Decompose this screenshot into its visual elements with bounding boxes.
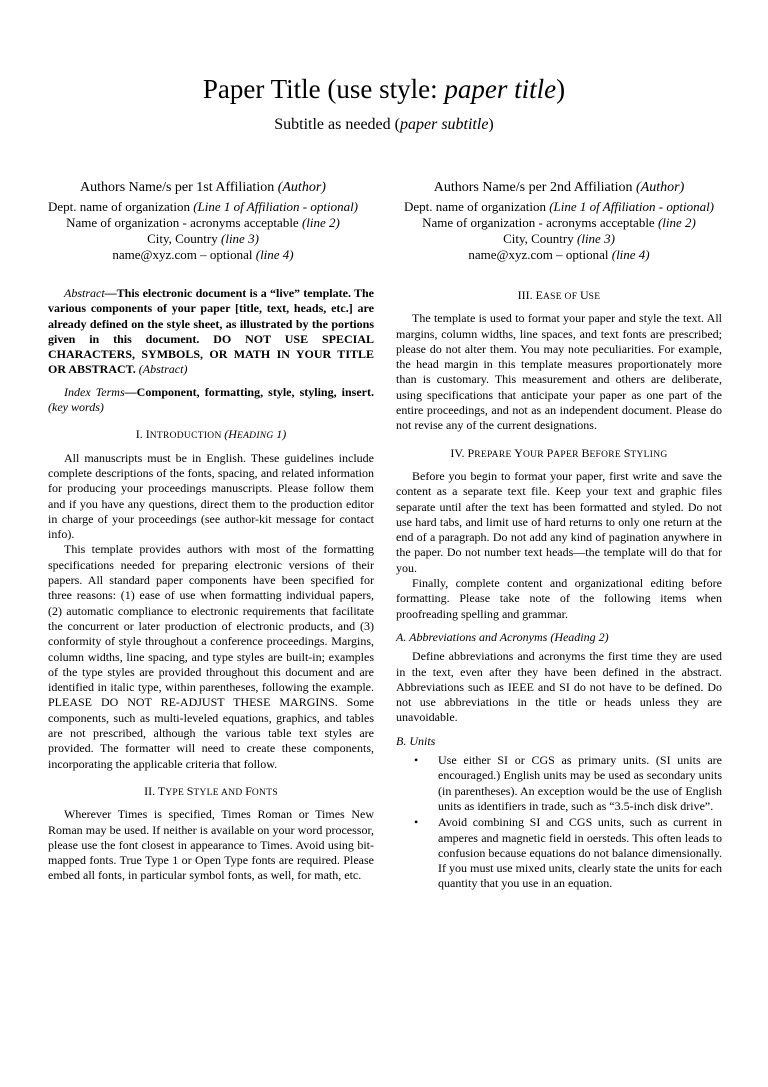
intro-paragraph-1: All manuscripts must be in English. These guidelines include complete descriptions of the fonts, spacing, and related information for producing your proceedings manuscripts. Please follow them and if you have any questions, direct them to the production editor in charge of your proceedings (see author-kit message for contact info).: [48, 450, 374, 542]
author-block-1: [33, 178, 373, 263]
title-italic-text: paper title: [444, 74, 557, 104]
title-text: Paper Title (use style:: [202, 74, 445, 104]
affiliation-line-1: Dept. name of organization (Line 1 of Affiliation - optional): [47, 199, 359, 214]
section-heading-type-style: II. TYPE STYLE AND FONTS: [144, 783, 278, 798]
index-terms-label: Index Terms: [64, 384, 125, 399]
affiliation-line-1: Dept. name of organization (Line 1 of Affiliation - optional): [403, 199, 715, 214]
affiliation-line-4: name@xyz.com – optional (line 4): [468, 247, 650, 262]
bullet-icon: •: [414, 753, 419, 768]
affiliation-line-3: City, Country (line 3): [147, 231, 259, 246]
section-heading-introduction: I. INTRODUCTION (HEADING 1): [135, 427, 287, 442]
paper-subtitle: [0, 114, 768, 136]
abbreviations-paragraph: Define abbreviations and acronyms the first time they are used in the text, even after they have been defined in the abstract. Abbreviations such as IEEE and SI do not have to be defined. Do not use abbreviations in the title or heads unless they are unavoidable.: [396, 649, 722, 725]
affiliation-line-2: Name of organization - acronyms acceptable (line 2): [66, 215, 340, 230]
author-name: Authors Name/s per 2nd Affiliation (Author): [433, 180, 685, 195]
author-name: Authors Name/s per 1st Affiliation (Author): [80, 180, 326, 195]
title-close-paren: ): [556, 74, 566, 104]
paper-title: [0, 72, 768, 106]
section-heading-prepare: IV. PREPARE YOUR PAPER BEFORE STYLING: [450, 445, 668, 460]
ease-of-use-paragraph-1: The template is used to format your paper and style the text. All margins, column widths, line spaces, and text fonts are prescribed; please do not alter them. You may note peculiarities. For example, the head margin in this template measures proportionately more than is customary. This measurement and others are deliberate, using specifications that anticipate your paper as one part of the entire proceedings, and not as an independent document. Please do not revise any of the current designations.: [396, 311, 722, 433]
author-block-2: [389, 178, 729, 263]
list-item: • Avoid combining SI and CGS units, such as current in amperes and magnetic field in oersteds. This often leads to confusion because equations do not balance dimensionally. If you must use mixed units, clearly state the units for each quantity that you use in an equation.: [414, 815, 722, 891]
index-terms: Index Terms—Component, formatting, style, styling, insert. (key words): [48, 384, 375, 415]
subtitle-italic-text: paper subtitle: [399, 116, 489, 133]
left-column: [48, 286, 374, 884]
subsection-heading-abbreviations: A. Abbreviations and Acronyms (Heading 2): [396, 629, 609, 644]
subtitle-close-paren: ): [488, 116, 494, 133]
prepare-paragraph-2: Finally, complete content and organizational editing before formatting. Please take note of the following items when proofreading spelling and grammar.: [396, 576, 722, 621]
affiliation-line-3: City, Country (line 3): [503, 231, 615, 246]
subtitle-text: Subtitle as needed (: [274, 116, 400, 133]
intro-paragraph-2: This template provides authors with most of the formatting specifications needed for preparing electronic versions of their papers. All standard paper components have been specified for three reasons: (1) ease of use when formatting individual papers, (2) automatic compliance to electronic requirements that facilitate the concurrent or later production of electronic products, and (3) conformity of style throughout a conference proceedings. Margins, column widths, line spacing, and type styles are built-in; examples of the type styles are provided throughout this document and are identified in italic type, within parentheses, following the example. PLEASE DO NOT RE-ADJUST THESE MARGINS. Some components, such as multi-leveled equations, graphics, and tables are not prescribed, although the various table text styles are provided. The formatter will need to create these components, incorporating the applicable criteria that follow.: [48, 542, 374, 771]
list-item: • Use either SI or CGS as primary units. (SI units are encouraged.) English units may be used as secondary units (in parentheses). An exception would be the use of English units as identifiers in trade, such as “3.5-inch disk drive”.: [414, 753, 722, 813]
abstract-label: Abstract: [64, 286, 105, 300]
abstract: Abstract—This electronic document is a “live” template. The various components of your paper [title, text, heads, etc.] are already defined on the style sheet, as illustrated by the portions given in this document. DO NOT USE SPECIAL CHARACTERS, SYMBOLS, OR MATH IN YOUR TITLE OR ABSTRACT. (Abstract): [48, 286, 374, 377]
type-style-paragraph-1: Wherever Times is specified, Times Roman or Times New Roman may be used. If neither is available on your word processor, please use the font closest in appearance to Times. Avoid using bit-mapped fonts. True Type 1 or Open Type fonts are required. Please embed all fonts, in particular symbol fonts, as well, for math, etc.: [48, 807, 374, 883]
affiliation-line-4: name@xyz.com – optional (line 4): [112, 247, 294, 262]
units-bullet-list: [396, 753, 722, 892]
prepare-paragraph-1: Before you begin to format your paper, first write and save the content as a separate text file. Keep your text and graphic files separate until after the text has been formatted and styled. Do not use hard tabs, and limit use of hard returns to only one return at the end of a paragraph. Do not add any kind of pagination anywhere in the paper. Do not number text heads—the template will do that for you.: [396, 468, 722, 575]
section-heading-ease-of-use: III. EASE OF USE: [517, 288, 601, 302]
subsection-heading-units: B. Units: [396, 733, 436, 748]
right-column: [396, 286, 722, 893]
bullet-icon: •: [414, 815, 419, 830]
affiliation-line-2: Name of organization - acronyms acceptable (line 2): [422, 215, 696, 230]
